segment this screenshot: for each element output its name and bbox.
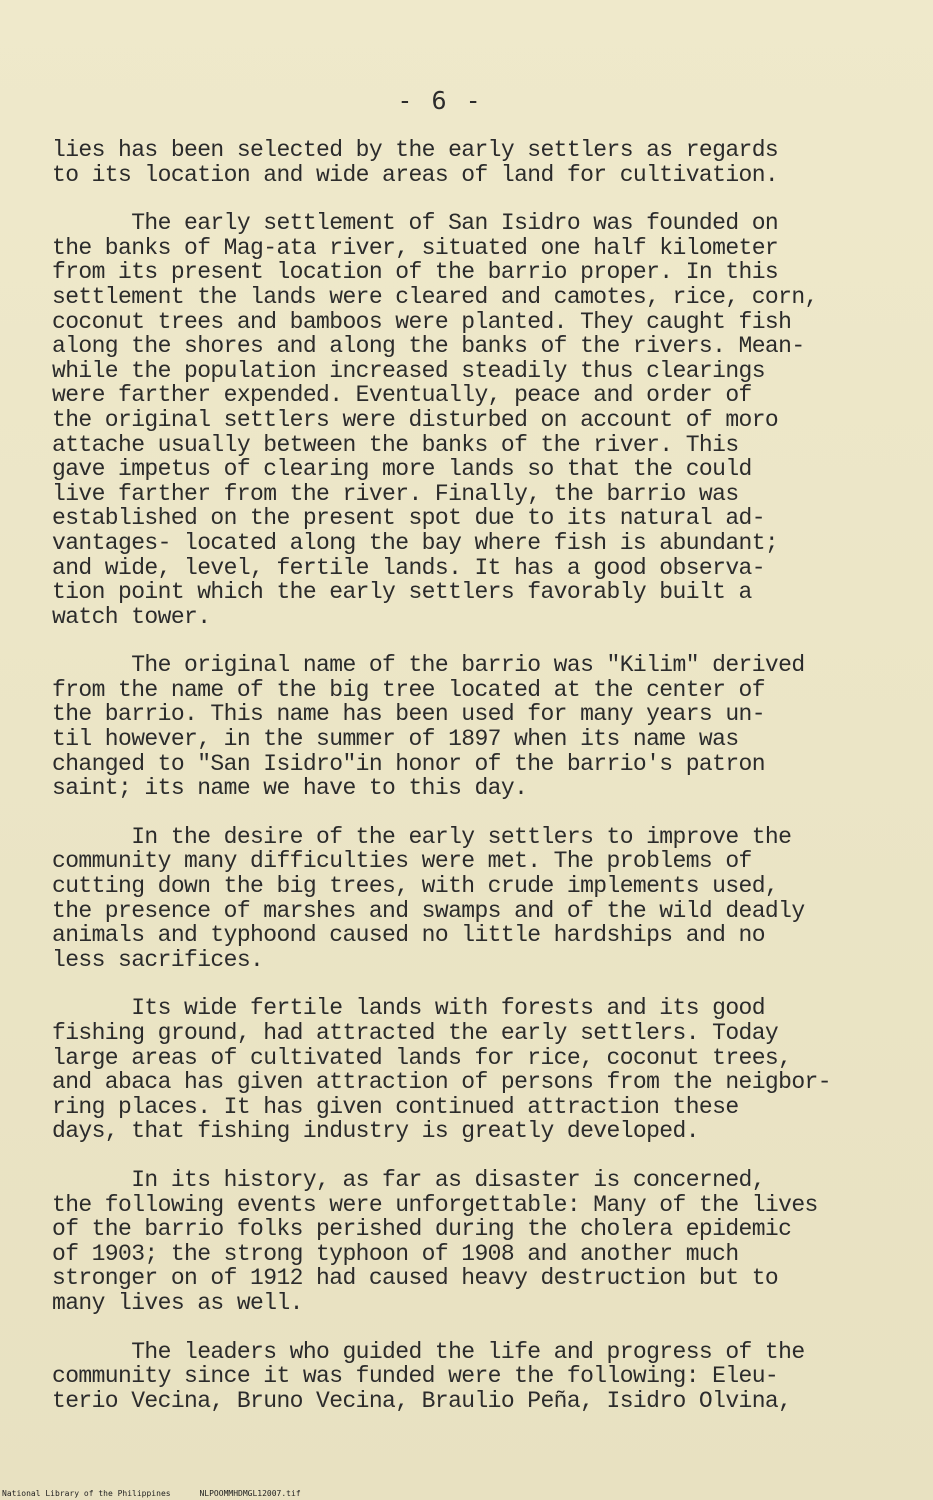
text-line: cutting down the big trees, with crude implements used, xyxy=(52,873,779,900)
text-line: from its present location of the barrio proper. In this xyxy=(52,259,779,286)
text-line: terio Vecina, Bruno Vecina, Braulio Peña, Isidro Olvina, xyxy=(52,1387,792,1414)
text-line: established on the present spot due to its natural ad- xyxy=(52,505,765,532)
text-line: of 1903; the strong typhoon of 1908 and another much xyxy=(52,1240,739,1267)
text-line: and wide, level, fertile lands. It has a good observa- xyxy=(52,554,765,581)
text-line: The leaders who guided the life and progress of the xyxy=(52,1338,805,1365)
text-line: were farther expended. Eventually, peace and order of xyxy=(52,382,752,409)
text-line: days, that fishing industry is greatly developed. xyxy=(52,1118,699,1145)
footer-file-id: NLPOOMMHDMGL12007.tif xyxy=(199,1489,301,1498)
text-line: of the barrio folks perished during the cholera epidemic xyxy=(52,1216,792,1243)
paragraph-5 xyxy=(52,996,922,1144)
text-line: lies has been selected by the early settlers as regards xyxy=(52,137,779,163)
paragraph-6 xyxy=(52,1168,922,1316)
text-line: along the shores and along the banks of the rivers. Mean- xyxy=(52,333,805,360)
body-text xyxy=(52,138,922,1437)
text-line: Its wide fertile lands with forests and its good xyxy=(52,995,765,1022)
text-line: ring places. It has given continued attraction these xyxy=(52,1093,739,1120)
text-line: watch tower. xyxy=(52,603,211,630)
text-line: live farther from the river. Finally, the barrio was xyxy=(52,480,739,507)
text-line: the original settlers were disturbed on account of moro xyxy=(52,406,779,433)
scan-footer xyxy=(2,1489,301,1498)
text-line: large areas of cultivated lands for rice, coconut trees, xyxy=(52,1044,792,1071)
text-line: settlement the lands were cleared and camotes, rice, corn, xyxy=(52,283,818,310)
text-line: saint; its name we have to this day. xyxy=(52,775,528,802)
text-line: less sacrifices. xyxy=(52,946,264,973)
text-line: the banks of Mag-ata river, situated one half kilometer xyxy=(52,234,779,261)
text-line: the following events were unforgettable: Many of the lives xyxy=(52,1191,818,1218)
text-line: the barrio. This name has been used for many years un- xyxy=(52,701,765,728)
text-line: fishing ground, had attracted the early settlers. Today xyxy=(52,1020,779,1046)
text-line: gave impetus of clearing more lands so that the could xyxy=(52,456,752,483)
text-line: In the desire of the early settlers to improve the xyxy=(52,823,792,850)
text-line: community many difficulties were met. The problems of xyxy=(52,848,752,875)
text-line: animals and typhoond caused no little hardships and no xyxy=(52,922,765,949)
paragraph-2 xyxy=(52,211,922,629)
text-line: coconut trees and bamboos were planted. They caught fish xyxy=(52,308,792,335)
text-line: and abaca has given attraction of persons from the neigbor- xyxy=(52,1069,831,1096)
text-line: while the population increased steadily thus clearings xyxy=(52,357,765,384)
footer-library: National Library of the Philippines xyxy=(2,1489,171,1498)
text-line: tion point which the early settlers favorably built a xyxy=(52,579,752,606)
text-line: the presence of marshes and swamps and of the wild deadly xyxy=(52,897,805,924)
text-line: from the name of the big tree located at the center of xyxy=(52,676,765,703)
text-line: changed to "San Isidro"in honor of the barrio's patron xyxy=(52,750,765,777)
text-line: vantages- located along the bay where fish is abundant; xyxy=(52,529,779,556)
text-line: attache usually between the banks of the river. This xyxy=(52,431,739,458)
paragraph-7 xyxy=(52,1340,922,1414)
text-line: community since it was funded were the following: Eleu- xyxy=(52,1363,779,1390)
text-line: The original name of the barrio was "Kilim" derived xyxy=(52,652,805,679)
paragraph-4 xyxy=(52,825,922,973)
text-line: many lives as well. xyxy=(52,1289,303,1316)
text-line: til however, in the summer of 1897 when its name was xyxy=(52,726,739,753)
paragraph-3 xyxy=(52,653,922,801)
text-line: to its location and wide areas of land for cultivation. xyxy=(52,161,779,188)
paragraph-1 xyxy=(52,138,922,187)
page-number: - 6 - xyxy=(397,86,483,115)
text-line: stronger on of 1912 had caused heavy destruction but to xyxy=(52,1265,779,1292)
text-line: The early settlement of San Isidro was founded on xyxy=(52,210,779,237)
text-line: In its history, as far as disaster is concerned, xyxy=(52,1166,765,1193)
